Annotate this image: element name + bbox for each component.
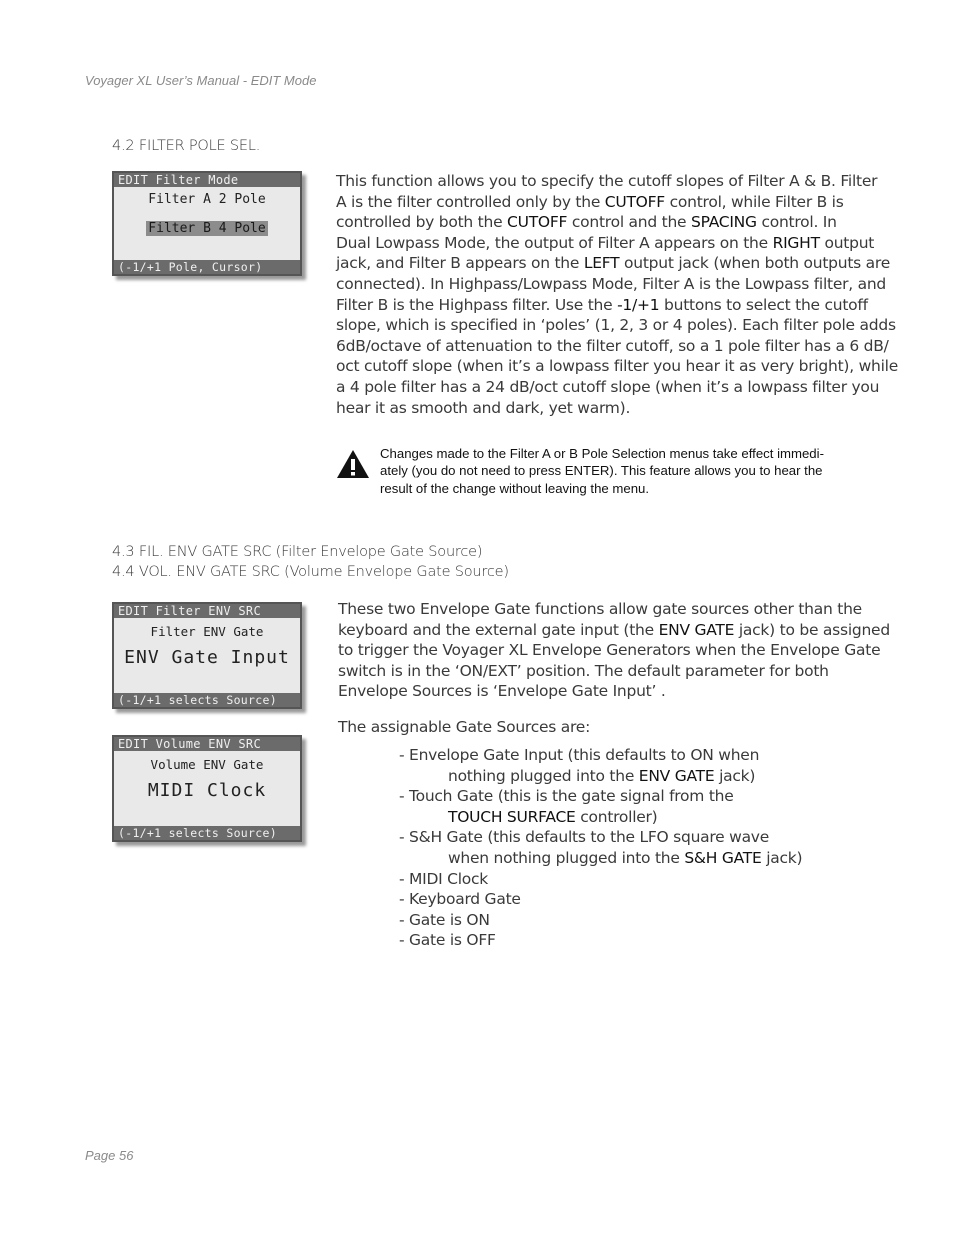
gate-source-label — [399, 786, 802, 807]
gate-source-item — [399, 869, 802, 890]
paragraph-line — [338, 640, 890, 661]
lcd-filter-env-src — [112, 602, 302, 709]
note-line: result of the change without leaving the menu. — [380, 480, 650, 496]
lcd-line-filter-b-selected: Filter B 4 Pole — [148, 221, 266, 236]
lcd-line-filter-a: Filter A 2 Pole — [148, 192, 266, 207]
gate-source-item — [399, 930, 802, 951]
note-line: ately (you do not need to press ENTER). This feature allows you to hear the — [380, 463, 823, 479]
gate-source-item — [399, 910, 802, 931]
text-run: control. In — [756, 213, 837, 232]
paragraph-line — [338, 620, 890, 641]
paragraph-line — [336, 398, 898, 419]
paragraph-line — [336, 171, 898, 192]
paragraph-line — [338, 661, 890, 682]
text-run: - Touch Gate (this is the gate signal from the — [399, 787, 734, 806]
text-run: to trigger the Voyager XL Envelope Generators when the Envelope Gate — [338, 641, 881, 660]
warning-note — [380, 445, 824, 497]
lcd-value-env-gate-input: ENV Gate Input — [124, 647, 290, 668]
page-number: Page 56 — [85, 1148, 134, 1163]
section-4-3-body — [338, 599, 890, 702]
text-run: output jack (when both outputs are — [619, 254, 890, 273]
text-run: jack) — [761, 848, 803, 867]
text-run: output — [819, 233, 875, 252]
lcd-line-volume-env-gate: Volume ENV Gate — [150, 757, 264, 772]
paragraph-line — [336, 274, 898, 295]
text-run: jack) to be assigned — [734, 620, 890, 639]
text-run: hear it as smooth and dark, yet warm). — [336, 398, 631, 417]
text-run: switch is in the ‘ON/EXT’ position. The default parameter for both — [338, 661, 829, 680]
control-keyword: CUTOFF — [604, 192, 665, 211]
text-run: a 4 pole filter has a 24 dB/oct cutoff slope (when it’s a lowpass filter you — [336, 377, 880, 396]
paragraph-line — [336, 295, 898, 316]
text-run: controller) — [575, 807, 658, 826]
gate-source-detail — [399, 848, 802, 869]
note-line: Changes made to the Filter A or B Pole Selection menus take effect immedi- — [380, 446, 824, 461]
text-run: Dual Lowpass Mode, the output of Filter A appears on the — [336, 233, 773, 252]
text-run: - Envelope Gate Input (this defaults to ON when — [399, 746, 760, 764]
gate-source-item — [399, 745, 802, 786]
lcd-title: EDIT Volume ENV SRC — [114, 737, 300, 751]
section-heading-4-3: 4.3 FIL. ENV GATE SRC (Filter Envelope Gate Source) — [112, 544, 483, 560]
lcd-line-filter-env-gate: Filter ENV Gate — [150, 624, 264, 639]
page-header: Voyager XL User’s Manual - EDIT Mode — [85, 73, 317, 88]
gate-source-item — [399, 786, 802, 827]
text-run: jack) — [714, 766, 756, 785]
gate-source-item — [399, 827, 802, 868]
gate-source-label — [399, 910, 802, 931]
gate-source-label — [399, 869, 802, 890]
paragraph-line — [336, 315, 898, 336]
gate-source-item — [399, 889, 802, 910]
control-keyword: ENV GATE — [638, 766, 715, 785]
text-run: - Gate is ON — [399, 910, 490, 929]
text-run: control, while Filter B is — [664, 192, 844, 211]
lcd-status: (-1/+1 selects Source) — [114, 826, 300, 840]
text-run: slope, which is specified in ‘poles’ (1, 2, 3 or 4 poles). Each filter pole adds — [336, 316, 896, 335]
warning-icon — [336, 448, 370, 480]
text-run: A is the filter controlled only by the — [336, 192, 605, 211]
text-run: controlled by both the — [336, 213, 508, 232]
text-run: nothing plugged into the — [448, 766, 639, 785]
paragraph-line — [336, 356, 898, 377]
gate-sources-list — [399, 745, 802, 951]
text-run: keyboard and the external gate input (the — [338, 620, 659, 639]
lcd-filter-mode — [112, 171, 302, 276]
control-keyword: ENV GATE — [658, 620, 735, 639]
text-run: This function allows you to specify the cutoff slopes of Filter A & B. Filter — [336, 172, 878, 190]
paragraph-line — [336, 377, 898, 398]
lcd-value-midi-clock: MIDI Clock — [147, 780, 267, 801]
gate-source-detail — [399, 766, 802, 787]
control-keyword: TOUCH SURFACE — [448, 807, 576, 826]
control-keyword: SPACING — [691, 213, 757, 232]
text-run: connected). In Highpass/Lowpass Mode, Filter A is the Lowpass filter, and — [336, 274, 887, 293]
text-run: buttons to select the cutoff — [659, 295, 868, 314]
lcd-status: (-1/+1 selects Source) — [114, 693, 300, 707]
gate-source-detail — [399, 807, 802, 828]
paragraph-line — [336, 212, 898, 233]
gate-source-label — [399, 889, 802, 910]
control-keyword: CUTOFF — [507, 213, 568, 232]
gate-sources-intro: The assignable Gate Sources are: — [338, 718, 591, 736]
paragraph-line — [338, 681, 890, 702]
text-run: oct cutoff slope (when it’s a lowpass filter you hear it as very bright), while — [336, 357, 898, 376]
lcd-volume-env-src — [112, 735, 302, 842]
text-run: when nothing plugged into the — [448, 848, 685, 867]
text-run: jack, and Filter B appears on the — [336, 254, 584, 273]
section-heading-4-2: 4.2 FILTER POLE SEL. — [112, 138, 261, 154]
text-run: - Gate is OFF — [399, 931, 496, 950]
text-run: 6dB/octave of attenuation to the filter cutoff, so a 1 pole filter has a 6 dB/ — [336, 336, 889, 355]
gate-source-label — [399, 827, 802, 848]
lcd-title: EDIT Filter Mode — [114, 173, 300, 187]
lcd-title: EDIT Filter ENV SRC — [114, 604, 300, 618]
text-run: Filter B is the Highpass filter. Use the — [336, 295, 618, 314]
paragraph-line — [336, 253, 898, 274]
paragraph-line — [338, 599, 890, 620]
control-keyword: RIGHT — [772, 233, 820, 252]
text-run: - S&H Gate (this defaults to the LFO square wave — [399, 828, 770, 847]
paragraph-line — [336, 192, 898, 213]
section-4-2-body — [336, 171, 898, 418]
control-keyword: -1/+1 — [617, 295, 660, 314]
gate-source-label — [399, 930, 802, 951]
text-run: - Keyboard Gate — [399, 890, 521, 909]
paragraph-line — [336, 336, 898, 357]
text-run: These two Envelope Gate functions allow gate sources other than the — [338, 600, 862, 618]
gate-source-label — [399, 745, 802, 766]
text-run: Envelope Sources is ‘Envelope Gate Input’ . — [338, 682, 666, 701]
text-run: - MIDI Clock — [399, 869, 489, 888]
text-run: control and the — [567, 213, 692, 232]
section-heading-4-4: 4.4 VOL. ENV GATE SRC (Volume Envelope Gate Source) — [112, 564, 509, 580]
paragraph-line — [336, 233, 898, 254]
control-keyword: S&H GATE — [684, 848, 762, 867]
control-keyword: LEFT — [583, 254, 620, 273]
lcd-status: (-1/+1 Pole, Cursor) — [114, 260, 300, 274]
